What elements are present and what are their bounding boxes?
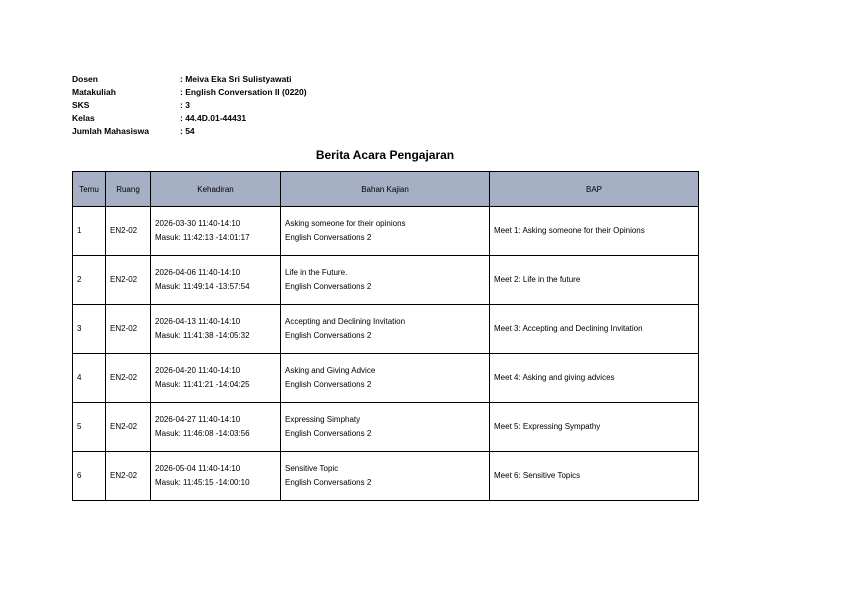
meta-row-matakuliah	[72, 86, 307, 99]
cell-kehadiran	[151, 452, 281, 501]
cell-ruang: EN2-02	[106, 305, 151, 354]
meta-value: : Meiva Eka Sri Sulistyawati	[180, 74, 292, 84]
cell-bahan-kajian	[281, 403, 490, 452]
cell-bahan-kajian	[281, 452, 490, 501]
cell-bahan-kajian	[281, 305, 490, 354]
cell-temu: 6	[73, 452, 106, 501]
meta-row-dosen	[72, 73, 307, 86]
meta-value: : 3	[180, 100, 190, 110]
cell-kehadiran	[151, 207, 281, 256]
cell-temu: 2	[73, 256, 106, 305]
buku-text: English Conversations 2	[285, 331, 372, 340]
meta-label: Kelas	[72, 113, 95, 123]
cell-ruang: EN2-02	[106, 256, 151, 305]
table-row	[73, 256, 699, 305]
header-temu: Temu	[73, 172, 106, 207]
masuk-text: Masuk: 11:41:21 -14:04:25	[155, 380, 250, 389]
cell-temu: 5	[73, 403, 106, 452]
buku-text: English Conversations 2	[285, 429, 372, 438]
cell-ruang: EN2-02	[106, 452, 151, 501]
jadwal-text: 2026-04-27 11:40-14:10	[155, 415, 241, 424]
buku-text: English Conversations 2	[285, 233, 372, 242]
header-kehadiran: Kehadiran	[151, 172, 281, 207]
buku-text: English Conversations 2	[285, 282, 372, 291]
meta-label: Dosen	[72, 74, 98, 84]
table-row	[73, 207, 699, 256]
jadwal-text: 2026-04-06 11:40-14:10	[155, 268, 241, 277]
table-row	[73, 403, 699, 452]
cell-temu: 4	[73, 354, 106, 403]
cell-ruang: EN2-02	[106, 207, 151, 256]
meta-value: : 54	[180, 126, 195, 136]
course-info	[72, 73, 307, 138]
masuk-text: Masuk: 11:41:38 -14:05:32	[155, 331, 250, 340]
meta-label: SKS	[72, 100, 90, 110]
meta-label: Matakuliah	[72, 87, 116, 97]
cell-bap: Meet 4: Asking and giving advices	[490, 354, 699, 403]
meta-value: : English Conversation II (0220)	[180, 87, 307, 97]
meta-row-kelas	[72, 112, 307, 125]
table-header-row	[73, 172, 699, 207]
bahan-text: Asking someone for their opinions	[285, 219, 406, 228]
cell-temu: 3	[73, 305, 106, 354]
table-row	[73, 354, 699, 403]
cell-kehadiran	[151, 354, 281, 403]
cell-bap: Meet 6: Sensitive Topics	[490, 452, 699, 501]
jadwal-text: 2026-03-30 11:40-14:10	[155, 219, 241, 228]
cell-bahan-kajian	[281, 207, 490, 256]
cell-bap: Meet 3: Accepting and Declining Invitation	[490, 305, 699, 354]
header-bahan-kajian: Bahan Kajian	[281, 172, 490, 207]
bahan-text: Sensitive Topic	[285, 464, 339, 473]
meta-label: Jumlah Mahasiswa	[72, 126, 150, 136]
table-row	[73, 305, 699, 354]
bahan-text: Expressing Simphaty	[285, 415, 361, 424]
masuk-text: Masuk: 11:46:08 -14:03:56	[155, 429, 250, 438]
cell-bahan-kajian	[281, 256, 490, 305]
cell-bap: Meet 1: Asking someone for their Opinions	[490, 207, 699, 256]
bap-table	[72, 171, 699, 501]
cell-bap: Meet 5: Expressing Sympathy	[490, 403, 699, 452]
cell-bahan-kajian	[281, 354, 490, 403]
bahan-text: Accepting and Declining Invitation	[285, 317, 406, 326]
cell-temu: 1	[73, 207, 106, 256]
cell-ruang: EN2-02	[106, 354, 151, 403]
masuk-text: Masuk: 11:42:13 -14:01:17	[155, 233, 250, 242]
cell-kehadiran	[151, 305, 281, 354]
meta-row-jumlah-mahasiswa	[72, 125, 307, 138]
bahan-text: Asking and Giving Advice	[285, 366, 376, 375]
page-title: Berita Acara Pengajaran	[315, 148, 455, 162]
buku-text: English Conversations 2	[285, 478, 372, 487]
cell-kehadiran	[151, 403, 281, 452]
cell-ruang: EN2-02	[106, 403, 151, 452]
meta-row-sks	[72, 99, 307, 112]
jadwal-text: 2026-05-04 11:40-14:10	[155, 464, 241, 473]
header-bap: BAP	[490, 172, 699, 207]
header-ruang: Ruang	[106, 172, 151, 207]
masuk-text: Masuk: 11:45:15 -14:00:10	[155, 478, 250, 487]
jadwal-text: 2026-04-13 11:40-14:10	[155, 317, 241, 326]
buku-text: English Conversations 2	[285, 380, 372, 389]
jadwal-text: 2026-04-20 11:40-14:10	[155, 366, 241, 375]
cell-bap: Meet 2: Life in the future	[490, 256, 699, 305]
meta-value: : 44.4D.01-44431	[180, 113, 247, 123]
bahan-text: Life in the Future.	[285, 268, 348, 277]
table-row	[73, 452, 699, 501]
cell-kehadiran	[151, 256, 281, 305]
masuk-text: Masuk: 11:49:14 -13:57:54	[155, 282, 250, 291]
